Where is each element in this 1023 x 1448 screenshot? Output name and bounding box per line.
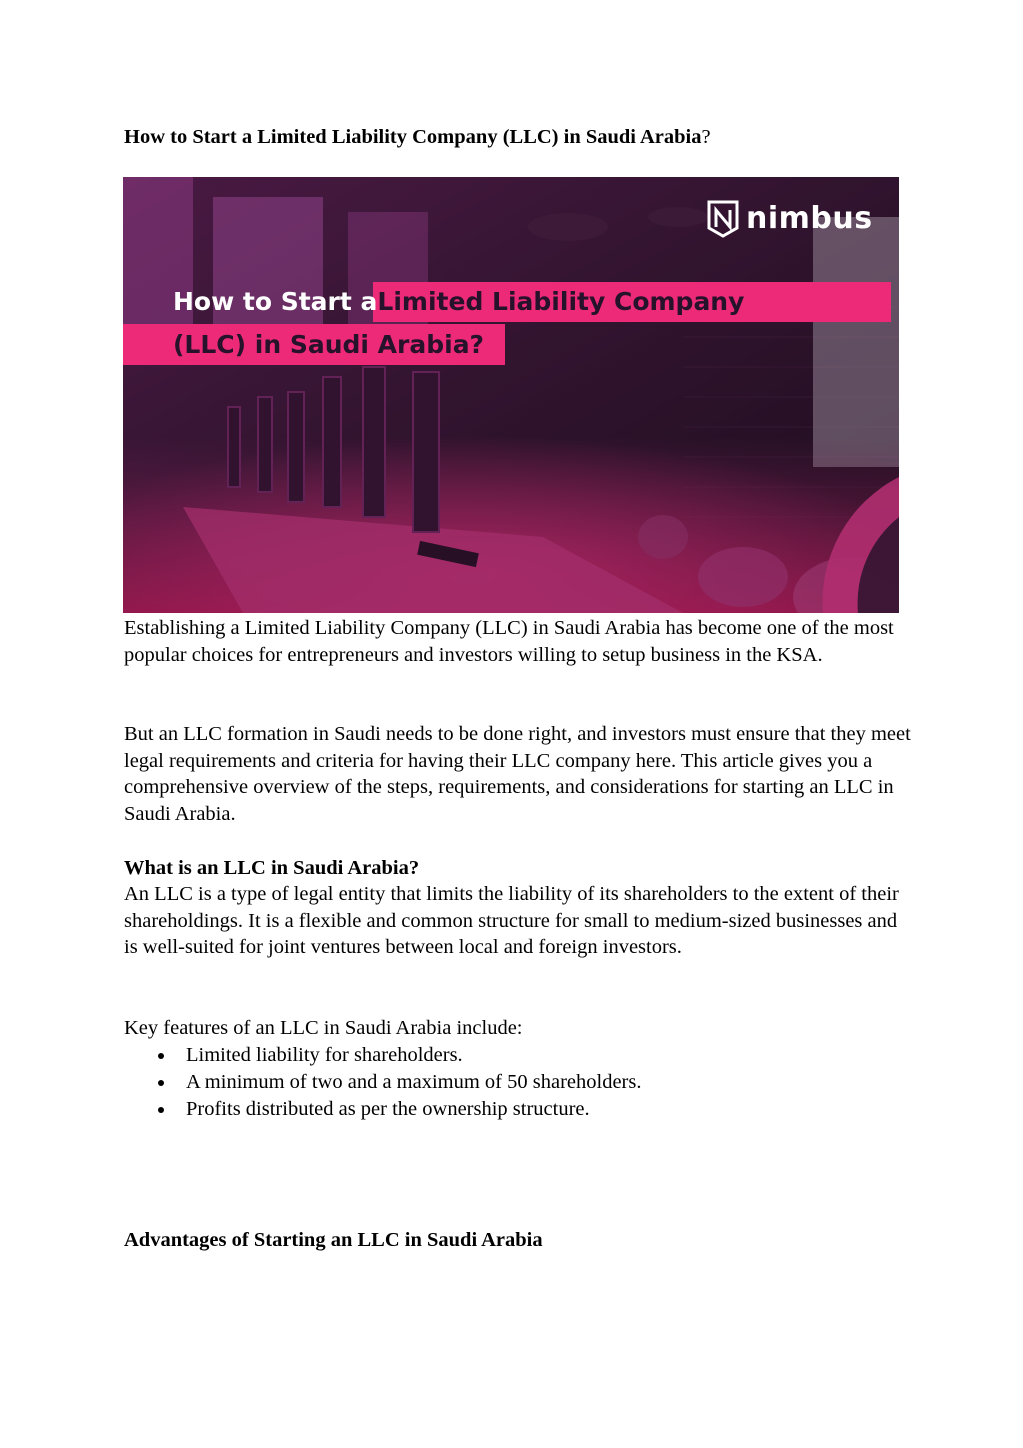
feature-text: A minimum of two and a maximum of 50 shareholders. bbox=[186, 1070, 642, 1093]
second-paragraph: But an LLC formation in Saudi needs to be done right, and investors must ensure that they meet legal requirements and criteria for having their LLC company here. This article gives you a comprehensive overview of the steps, requirements, and considerations for starting an LLC in Saudi Arabia. bbox=[124, 723, 911, 825]
section-heading-what-is-llc: What is an LLC in Saudi Arabia? bbox=[124, 857, 420, 879]
features-intro: Key features of an LLC in Saudi Arabia include: bbox=[124, 1017, 523, 1039]
bullet-icon bbox=[158, 1080, 164, 1086]
features-list bbox=[124, 1042, 641, 1122]
feature-text: Profits distributed as per the ownership structure. bbox=[186, 1097, 590, 1120]
list-item bbox=[124, 1096, 641, 1123]
list-item bbox=[124, 1069, 641, 1096]
document-title-suffix: ? bbox=[701, 126, 711, 148]
section-heading-advantages: Advantages of Starting an LLC in Saudi Arabia bbox=[124, 1229, 543, 1251]
list-item bbox=[124, 1042, 641, 1069]
hero-background bbox=[123, 177, 899, 613]
feature-text: Limited liability for shareholders. bbox=[186, 1044, 463, 1066]
hero-title-line-1-prefix: How to Start a bbox=[173, 287, 378, 316]
brand-name: nimbus bbox=[746, 201, 873, 236]
hero-title-line-2: (LLC) in Saudi Arabia? bbox=[173, 330, 485, 359]
document-title-text: How to Start a Limited Liability Company (LLC) in Saudi Arabia bbox=[124, 126, 702, 148]
document-title bbox=[124, 124, 711, 150]
bullet-icon bbox=[158, 1053, 164, 1059]
brand-logo bbox=[706, 199, 873, 239]
section-body-what-is-llc: An LLC is a type of legal entity that limits the liability of its shareholders to the extent of their shareholdings. It is a flexible and common structure for small to medium-sized businesses and is well-suited for joint ventures between local and foreign investors. bbox=[124, 883, 899, 959]
bullet-icon bbox=[158, 1107, 164, 1113]
hero-title-line-1 bbox=[173, 289, 744, 314]
nimbus-logo-icon bbox=[706, 199, 740, 239]
intro-paragraph: Establishing a Limited Liability Company (LLC) in Saudi Arabia has become one of the most popular choices for entrepreneurs and investors willing to setup business in the KSA. bbox=[124, 617, 894, 666]
hero-title-line-1-highlight: Limited Liability Company bbox=[377, 287, 745, 316]
hero-image bbox=[123, 177, 899, 613]
